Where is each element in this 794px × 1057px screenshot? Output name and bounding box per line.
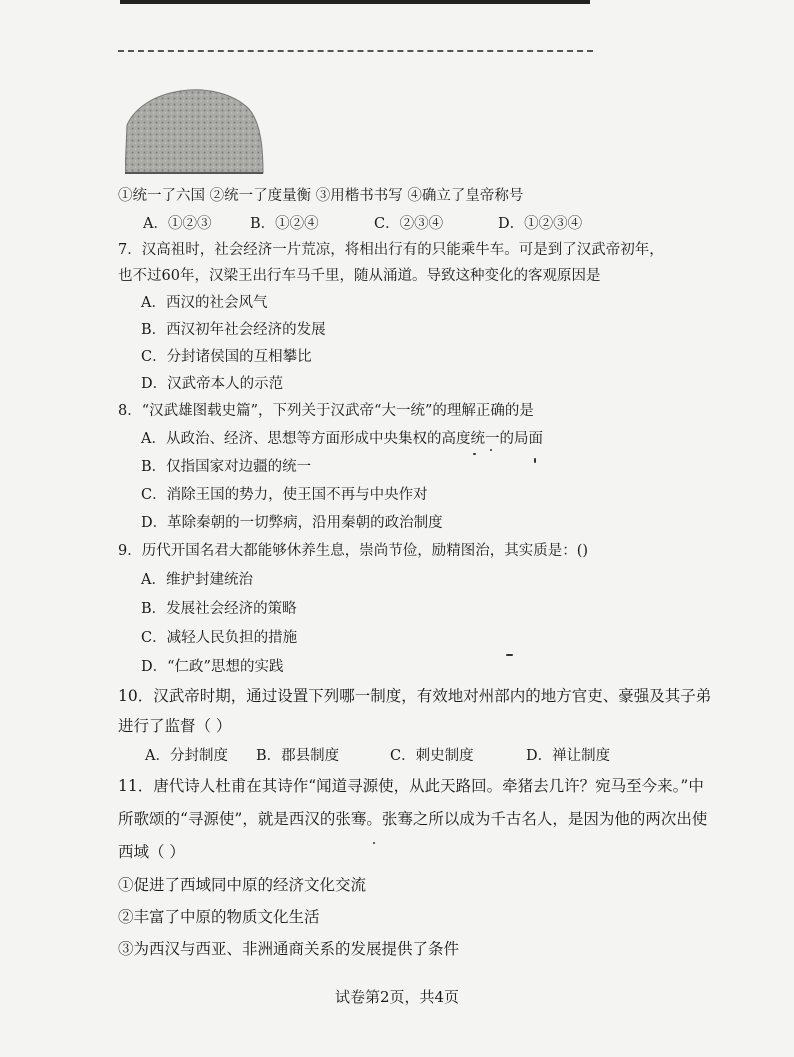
q6-option-a: A．①②③ [143, 216, 212, 232]
q10-option-c: C．刺史制度 [390, 748, 474, 764]
q10-option-d: D．禅让制度 [526, 748, 611, 764]
q8-option-b: B．仅指国家对边疆的统一 [141, 459, 312, 475]
q9-option-b: B．发展社会经济的策略 [141, 601, 297, 617]
q9-option-d: D．“仁政”思想的实践 [141, 659, 284, 675]
q6-option-d: D．①②③④ [498, 216, 583, 232]
q8-option-c: C．消除王国的势力，使王国不再与中央作对 [141, 487, 428, 503]
q9-stem: 9．历代开国名君大都能够休养生息，崇尚节俭，励精图治，其实质是：() [118, 543, 589, 559]
q7-stem-line2: 也不过60年，汉梁王出行车马千里，随从涌道。导致这种变化的客观原因是 [118, 268, 601, 284]
q7-option-d: D．汉武帝本人的示范 [141, 376, 284, 392]
q9-option-c: C．减轻人民负担的措施 [141, 630, 298, 646]
q7-option-c: C．分封诸侯国的互相攀比 [141, 349, 312, 365]
page-footer: 试卷第2页，共4页 [334, 988, 460, 1006]
scan-speck [534, 458, 536, 463]
q10-stem-line2: 进行了监督（ ） [118, 717, 232, 735]
q8-stem: 8．“汉武雄图载史篇”，下列关于汉武帝“大一统”的理解正确的是 [118, 403, 534, 419]
scan-speck [490, 449, 492, 451]
q7-stem-line1: 7．汉高祖时，社会经济一片荒凉，将相出行有的只能乘牛车。可是到了汉武帝初年， [118, 242, 664, 258]
q9-option-a: A．维护封建统治 [141, 572, 253, 588]
stone-tablet-image [125, 85, 265, 177]
header-divider [118, 50, 593, 52]
q10-stem-line1: 10．汉武帝时期，通过设置下列哪一制度，有效地对州部内的地方官吏、豪强及其子弟 [118, 687, 712, 705]
q8-option-a: A．从政治、经济、思想等方面形成中央集权的高度统一的局面 [141, 431, 543, 447]
scan-speck [506, 654, 513, 656]
q11-statement-1: ①促进了西域同中原的经济文化交流 [118, 876, 367, 894]
q7-option-a: A．西汉的社会风气 [141, 295, 268, 311]
q11-statement-2: ②丰富了中原的物质文化生活 [118, 908, 320, 926]
q11-statement-3: ③为西汉与西亚、非洲通商关系的发展提供了条件 [118, 940, 460, 958]
q10-option-a: A．分封制度 [145, 748, 228, 764]
scan-speck [473, 453, 476, 455]
scan-speck [373, 842, 375, 844]
top-edge-bar [120, 0, 590, 4]
q6-option-b: B．①②④ [250, 216, 319, 232]
q7-option-b: B．西汉初年社会经济的发展 [141, 322, 326, 338]
q6-statements: ①统一了六国 ②统一了度量衡 ③用楷书书写 ④确立了皇帝称号 [118, 188, 524, 204]
q11-stem-line3: 西域（ ） [118, 843, 185, 861]
q11-stem-line1: 11．唐代诗人杜甫在其诗作“闻道寻源使，从此天路回。牵猪去几许？宛马至今来。”中 [118, 777, 704, 795]
q10-option-b: B．郡县制度 [256, 748, 340, 764]
q6-option-c: C．②③④ [374, 216, 444, 232]
q11-stem-line2: 所歌颂的“寻源使”，就是西汉的张骞。张骞之所以成为千古名人，是因为他的两次出使 [118, 810, 708, 828]
q8-option-d: D．革除秦朝的一切弊病，沿用秦朝的政治制度 [141, 515, 443, 531]
